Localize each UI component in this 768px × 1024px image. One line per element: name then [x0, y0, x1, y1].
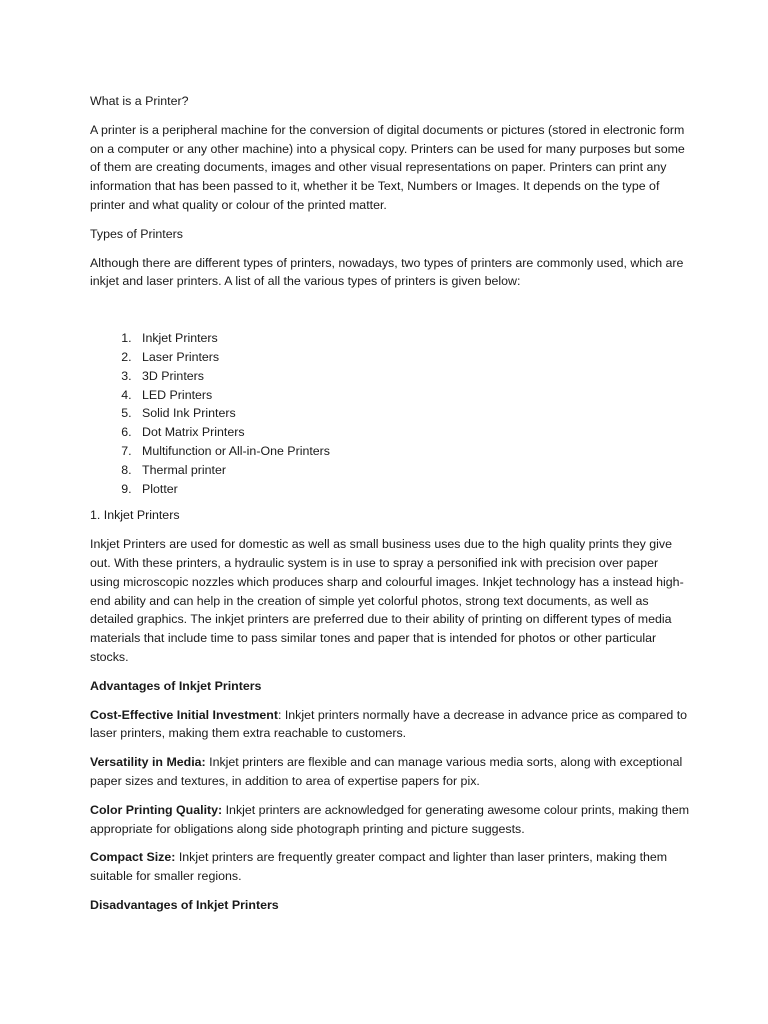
advantage-text: : Inkjet printers normally have a decrease in advance price as compared to laser printers, making them extra reachable to customers. [90, 707, 688, 741]
advantage-label: Versatility in Media: [90, 755, 206, 770]
advantage-label: Cost-Effective Initial Investment [90, 707, 278, 722]
document-body [90, 92, 690, 925]
list-item: 5. Solid Ink Printers [135, 404, 690, 423]
types-heading: Types of Printers [90, 226, 183, 241]
list-item: 2. Laser Printers [135, 348, 690, 367]
advantage-item [90, 753, 690, 791]
list-item: 1. Inkjet Printers [135, 329, 690, 348]
advantage-item [90, 848, 690, 886]
advantage-label: Color Printing Quality: [90, 802, 223, 817]
list-item: 8. Thermal printer [135, 461, 690, 480]
list-item: 4. LED Printers [135, 386, 690, 405]
inkjet-paragraph: Inkjet Printers are used for domestic as well as small business uses due to the high quality prints they give out. With these printers, a hydraulic system is in use to spray a personified ink with precision over paper using microscopic nozzles which produces sharp and colourful images. Inkjet technology has a instead high-end ability and can help in the creation of simple yet colorful photos, strong text documents, as well as detailed graphics. The inkjet printers are preferred due to their ability of printing on different types of media materials that include time to pass similar tones and paper that is intended for photos or other particular stocks. [90, 537, 684, 664]
printer-types-list [90, 329, 690, 498]
advantage-text: Inkjet printers are acknowledged for generating awesome colour prints, making them appropriate for obligations along side photograph printing and picture suggests. [90, 802, 690, 836]
disadvantages-heading [90, 896, 690, 915]
document-title: What is a Printer? [90, 94, 189, 108]
inkjet-heading: 1. Inkjet Printers [90, 508, 180, 523]
intro-paragraph: A printer is a peripheral machine for the conversion of digital documents or pictures (stored in electronic form on a computer or any other machine) into a physical copy. Printers can be used for many purposes but some of them are creating documents, images and other visual representations on paper. Printers can print any information that has been passed to it, whether it be Text, Numbers or Images. It depends on the type of printer and what quality or colour of the printed matter. [90, 122, 685, 212]
advantage-text: Inkjet printers are frequently greater compact and lighter than laser printers, making them suitable for smaller regions. [90, 850, 668, 884]
spacer [90, 301, 690, 329]
list-item: 7. Multifunction or All-in-One Printers [135, 442, 690, 461]
advantage-label: Compact Size: [90, 850, 176, 865]
advantage-text: Inkjet printers are flexible and can manage various media sorts, along with exceptional paper sizes and textures, in addition to area of expertise papers for pix. [90, 755, 683, 788]
advantages-heading [90, 677, 690, 696]
advantages-heading-text: Advantages of Inkjet Printers [90, 678, 262, 693]
advantage-item [90, 706, 690, 744]
list-item: 9. Plotter [135, 480, 690, 499]
advantage-item [90, 801, 690, 839]
list-item: 3. 3D Printers [135, 367, 690, 386]
list-item: 6. Dot Matrix Printers [135, 423, 690, 442]
types-intro-paragraph: Although there are different types of printers, nowadays, two types of printers are commonly used, which are inkjet and laser printers. A list of all the various types of printers is given below: [90, 255, 684, 289]
disadvantages-heading-text: Disadvantages of Inkjet Printers [90, 897, 279, 912]
